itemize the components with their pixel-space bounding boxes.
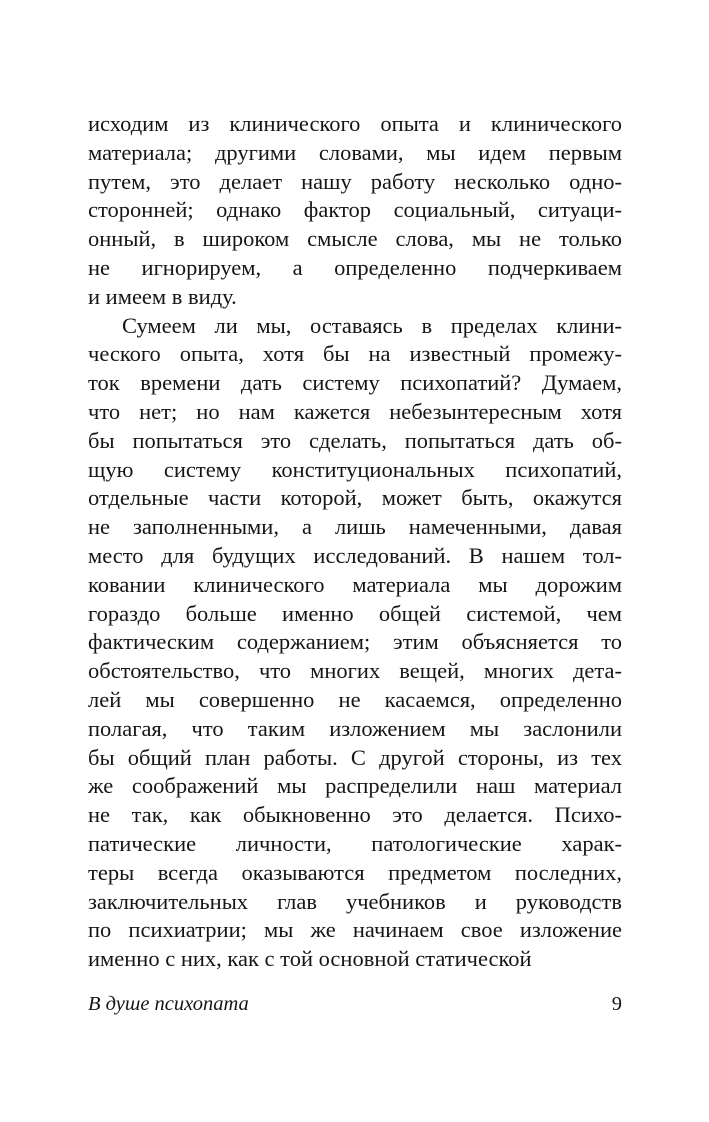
text-line: щую систему конституциональных психопатий, <box>88 456 622 482</box>
text-line: полагая, что таким изложением мы заслонили <box>88 715 622 741</box>
text-line: ческого опыта, хотя бы на известный промежу- <box>88 341 622 367</box>
text-line: бы общий план работы. С другой стороны, из тех <box>88 744 622 770</box>
text-line: онный, в широком смысле слова, мы не только <box>88 226 622 252</box>
text-line: же соображений мы распределили наш материал <box>88 773 622 799</box>
text-line: и имеем в виду. <box>88 283 237 309</box>
text-line: ток времени дать систему психопатий? Думаем, <box>88 370 622 396</box>
text-line: путем, это делает нашу работу несколько одно- <box>88 168 622 194</box>
paragraph-1 <box>88 110 622 312</box>
text-line: лей мы совершенно не касаемся, определенно <box>88 686 622 712</box>
text-line: гораздо больше именно общей системой, чем <box>88 600 622 626</box>
text-line: патические личности, патологические харак- <box>88 830 622 856</box>
running-title: В душе психопата <box>88 993 249 1015</box>
text-line: не так, как обыкновенно это делается. Психо- <box>88 802 622 828</box>
text-line: заключительных глав учебников и руководств <box>88 888 622 914</box>
text-line: место для будущих исследований. В нашем тол- <box>88 542 622 568</box>
text-line: ковании клинического материала мы дорожим <box>88 571 622 597</box>
text-line: по психиатрии; мы же начинаем свое изложение <box>88 917 622 943</box>
text-line: материала; другими словами, мы идем первым <box>88 139 622 165</box>
text-line: не заполненными, а лишь намеченными, давая <box>88 514 622 540</box>
text-line: именно с них, как с той основной статической <box>88 946 532 972</box>
text-line: теры всегда оказываются предметом последних, <box>88 859 622 885</box>
text-line: сторонней; однако фактор социальный, ситуаци- <box>88 197 622 223</box>
text-line: исходим из клинического опыта и клинического <box>88 111 622 136</box>
body-text <box>88 110 622 974</box>
text-line: Сумеем ли мы, оставаясь в пределах клини- <box>122 312 622 338</box>
text-line: бы попытаться это сделать, попытаться дать об- <box>88 427 622 453</box>
text-line: фактическим содержанием; этим объясняется то <box>88 629 622 655</box>
text-line: что нет; но нам кажется небезынтересным хотя <box>88 398 622 424</box>
page-number: 9 <box>611 993 622 1015</box>
text-line: обстоятельство, что многих вещей, многих дета- <box>88 658 622 684</box>
text-line: не игнорируем, а определенно подчеркиваем <box>88 254 622 280</box>
text-line: отдельные части которой, может быть, окажутся <box>88 485 622 511</box>
page-footer <box>88 991 622 1017</box>
paragraph-2 <box>88 312 622 974</box>
